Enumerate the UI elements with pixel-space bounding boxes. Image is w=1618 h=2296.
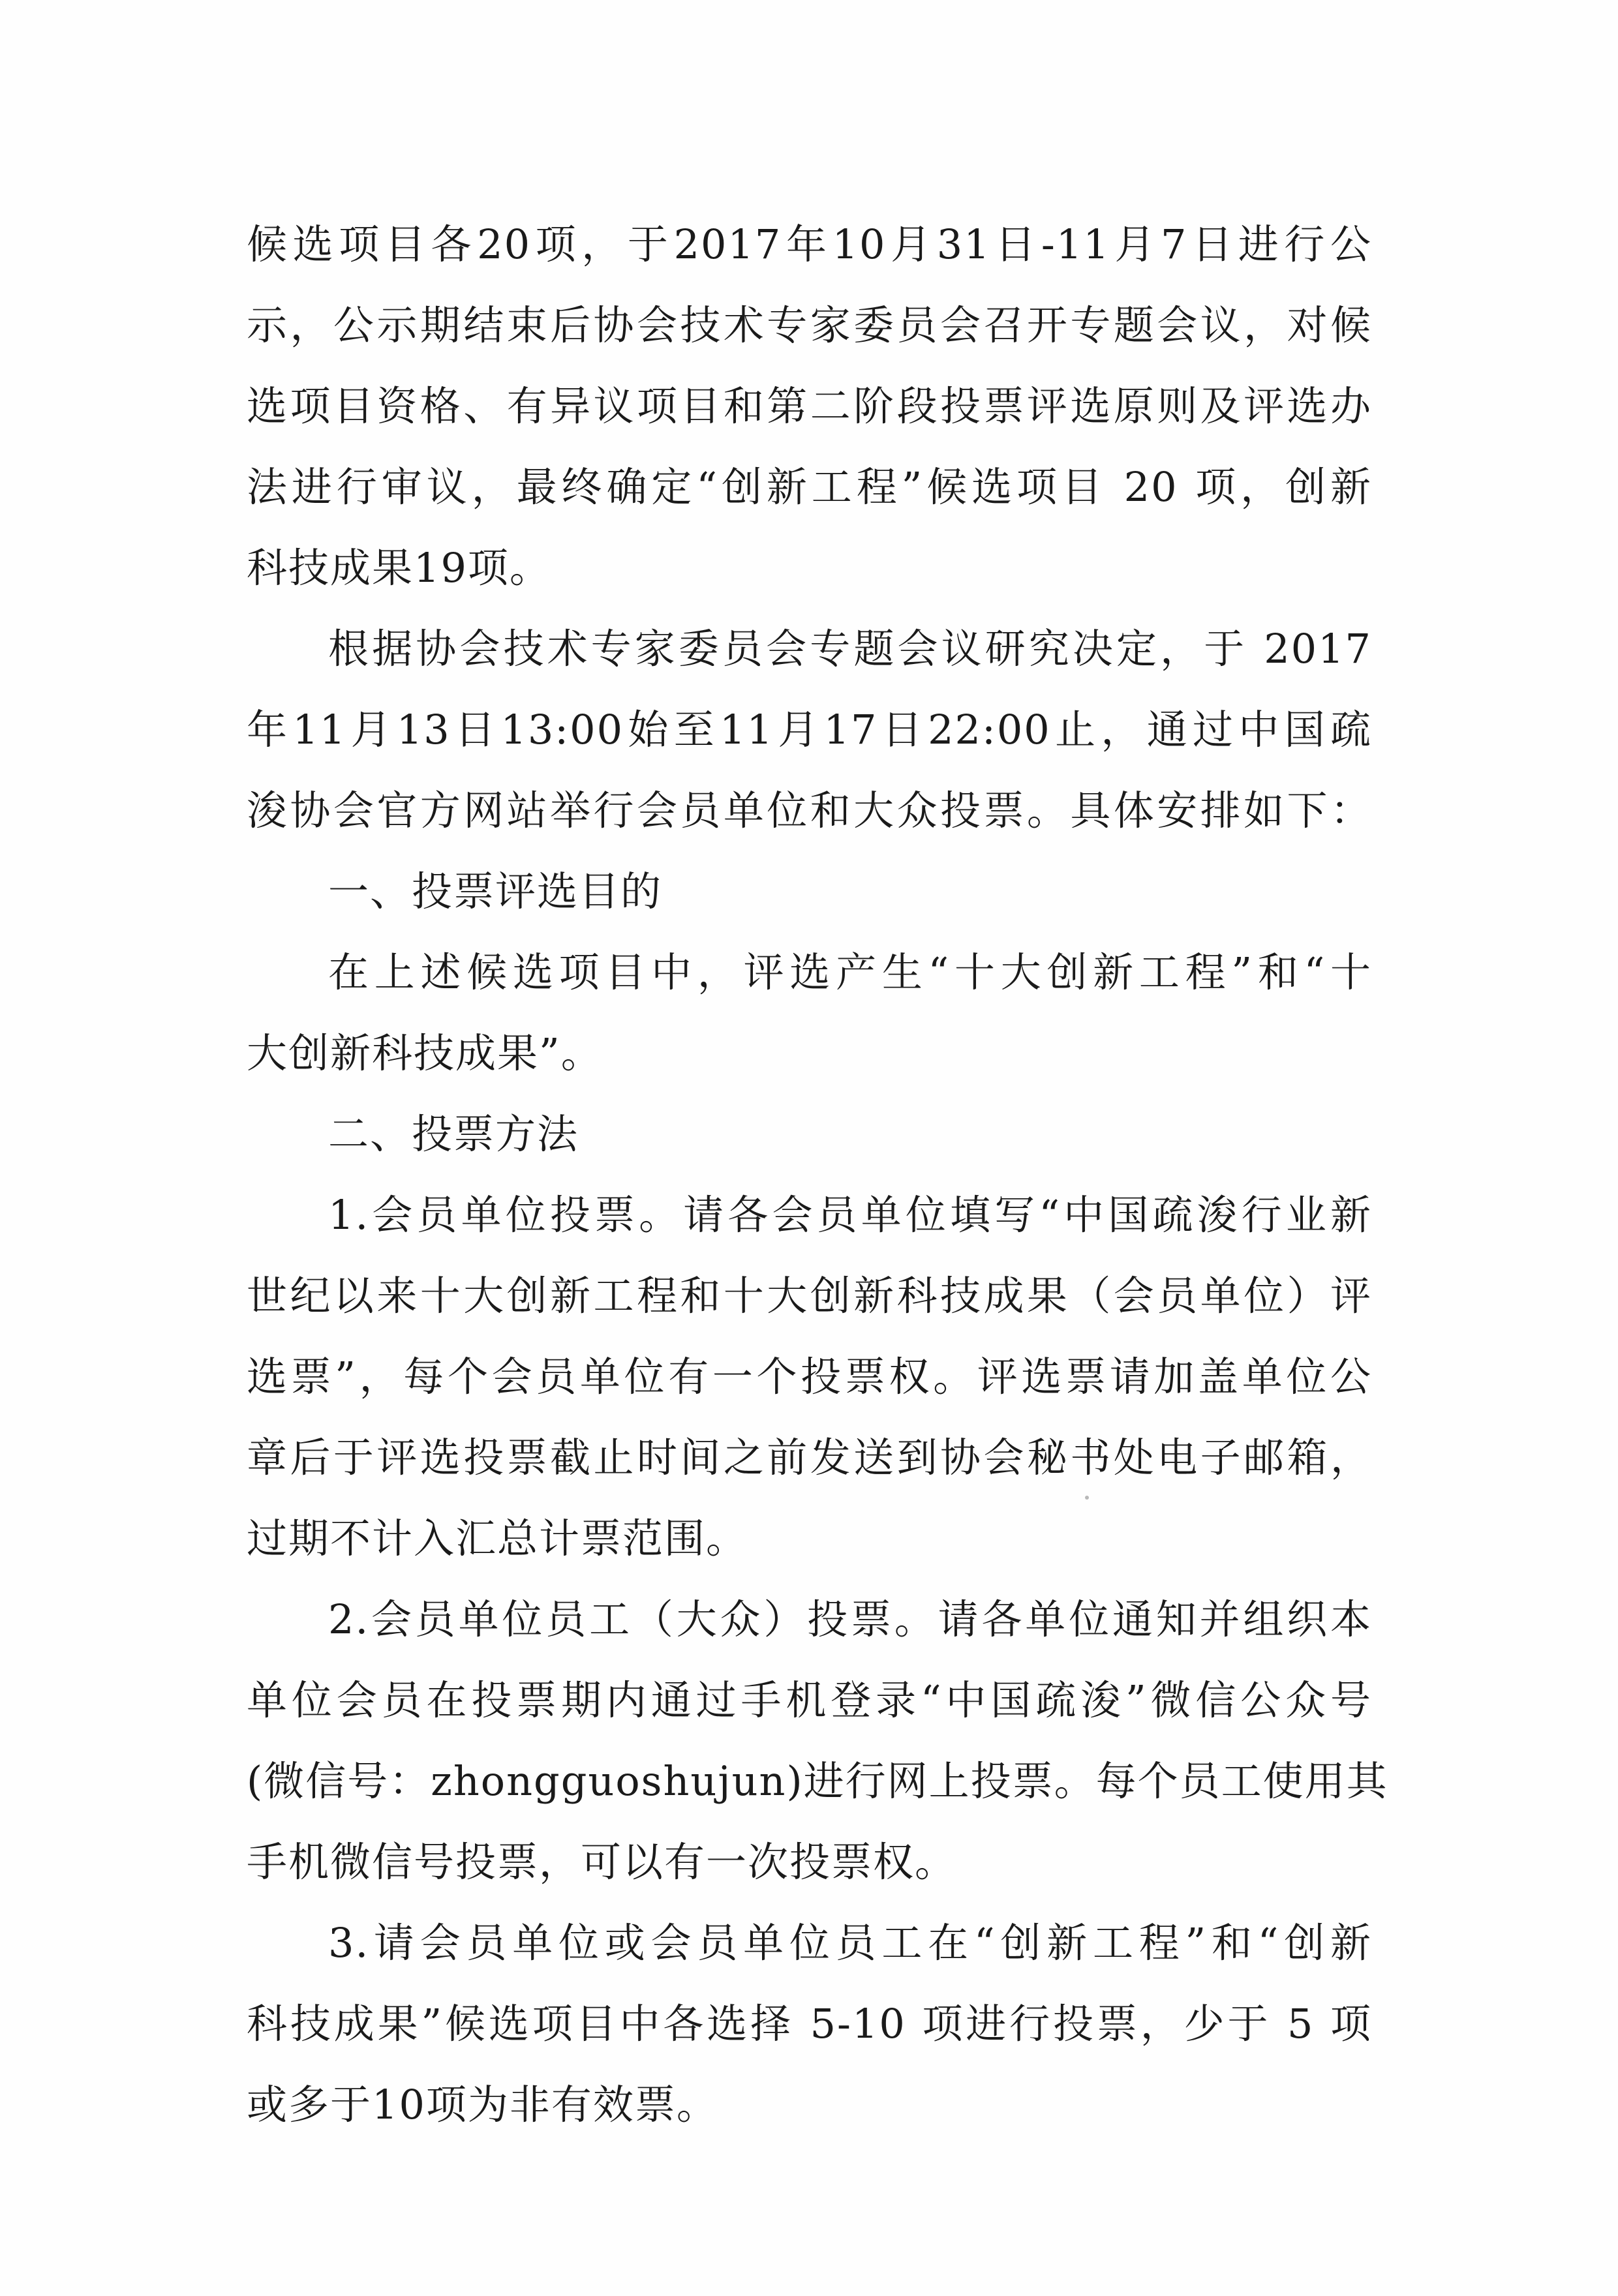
text-line: 1.会员单位投票。请各会员单位填写“中国疏浚行业新 (328, 1191, 1372, 1239)
text-line: (微信号：zhongguoshujun)进行网上投票。每个员工使用其 (247, 1757, 1388, 1805)
text-line: 3.请会员单位或会员单位员工在“创新工程”和“创新 (328, 1919, 1372, 1967)
scan-speck (1085, 1496, 1089, 1500)
text-line: 年11月13日13:00始至11月17日22:00止，通过中国疏 (247, 706, 1372, 753)
text-line: 浚协会官方网站举行会员单位和大众投票。具体安排如下： (247, 787, 1372, 834)
text-line: 2.会员单位员工（大众）投票。请各单位通知并组织本 (328, 1595, 1372, 1643)
text-line: 过期不计入汇总计票范围。 (247, 1515, 748, 1562)
text-line: 选项目资格、有异议项目和第二阶段投票评选原则及评选办 (247, 382, 1372, 430)
text-line: 选票”，每个会员单位有一个投票权。评选票请加盖单位公 (247, 1353, 1372, 1400)
section-heading: 一、投票评选目的 (328, 868, 663, 915)
text-line: 根据协会技术专家委员会专题会议研究决定，于 2017 (328, 625, 1372, 672)
text-line: 或多于10项为非有效票。 (247, 2081, 718, 2128)
text-line: 单位会员在投票期内通过手机登录“中国疏浚”微信公众号 (247, 1676, 1372, 1724)
text-line: 科技成果19项。 (247, 544, 551, 592)
text-line: 世纪以来十大创新工程和十大创新科技成果（会员单位）评 (247, 1272, 1372, 1320)
text-line: 法进行审议，最终确定“创新工程”候选项目 20 项，创新 (247, 463, 1372, 511)
text-line: 候选项目各20项，于2017年10月31日-11月7日进行公 (247, 220, 1372, 268)
text-line: 大创新科技成果”。 (247, 1029, 603, 1077)
text-line: 在上述候选项目中，评选产生“十大创新工程”和“十 (328, 948, 1372, 996)
text-line: 章后于评选投票截止时间之前发送到协会秘书处电子邮箱， (247, 1434, 1372, 1481)
section-heading: 二、投票方法 (328, 1110, 579, 1158)
text-line: 科技成果”候选项目中各选择 5-10 项进行投票，少于 5 项 (247, 2000, 1372, 2047)
text-line: 示，公示期结束后协会技术专家委员会召开专题会议，对候 (247, 301, 1372, 349)
text-line: 手机微信号投票，可以有一次投票权。 (247, 1838, 957, 1886)
